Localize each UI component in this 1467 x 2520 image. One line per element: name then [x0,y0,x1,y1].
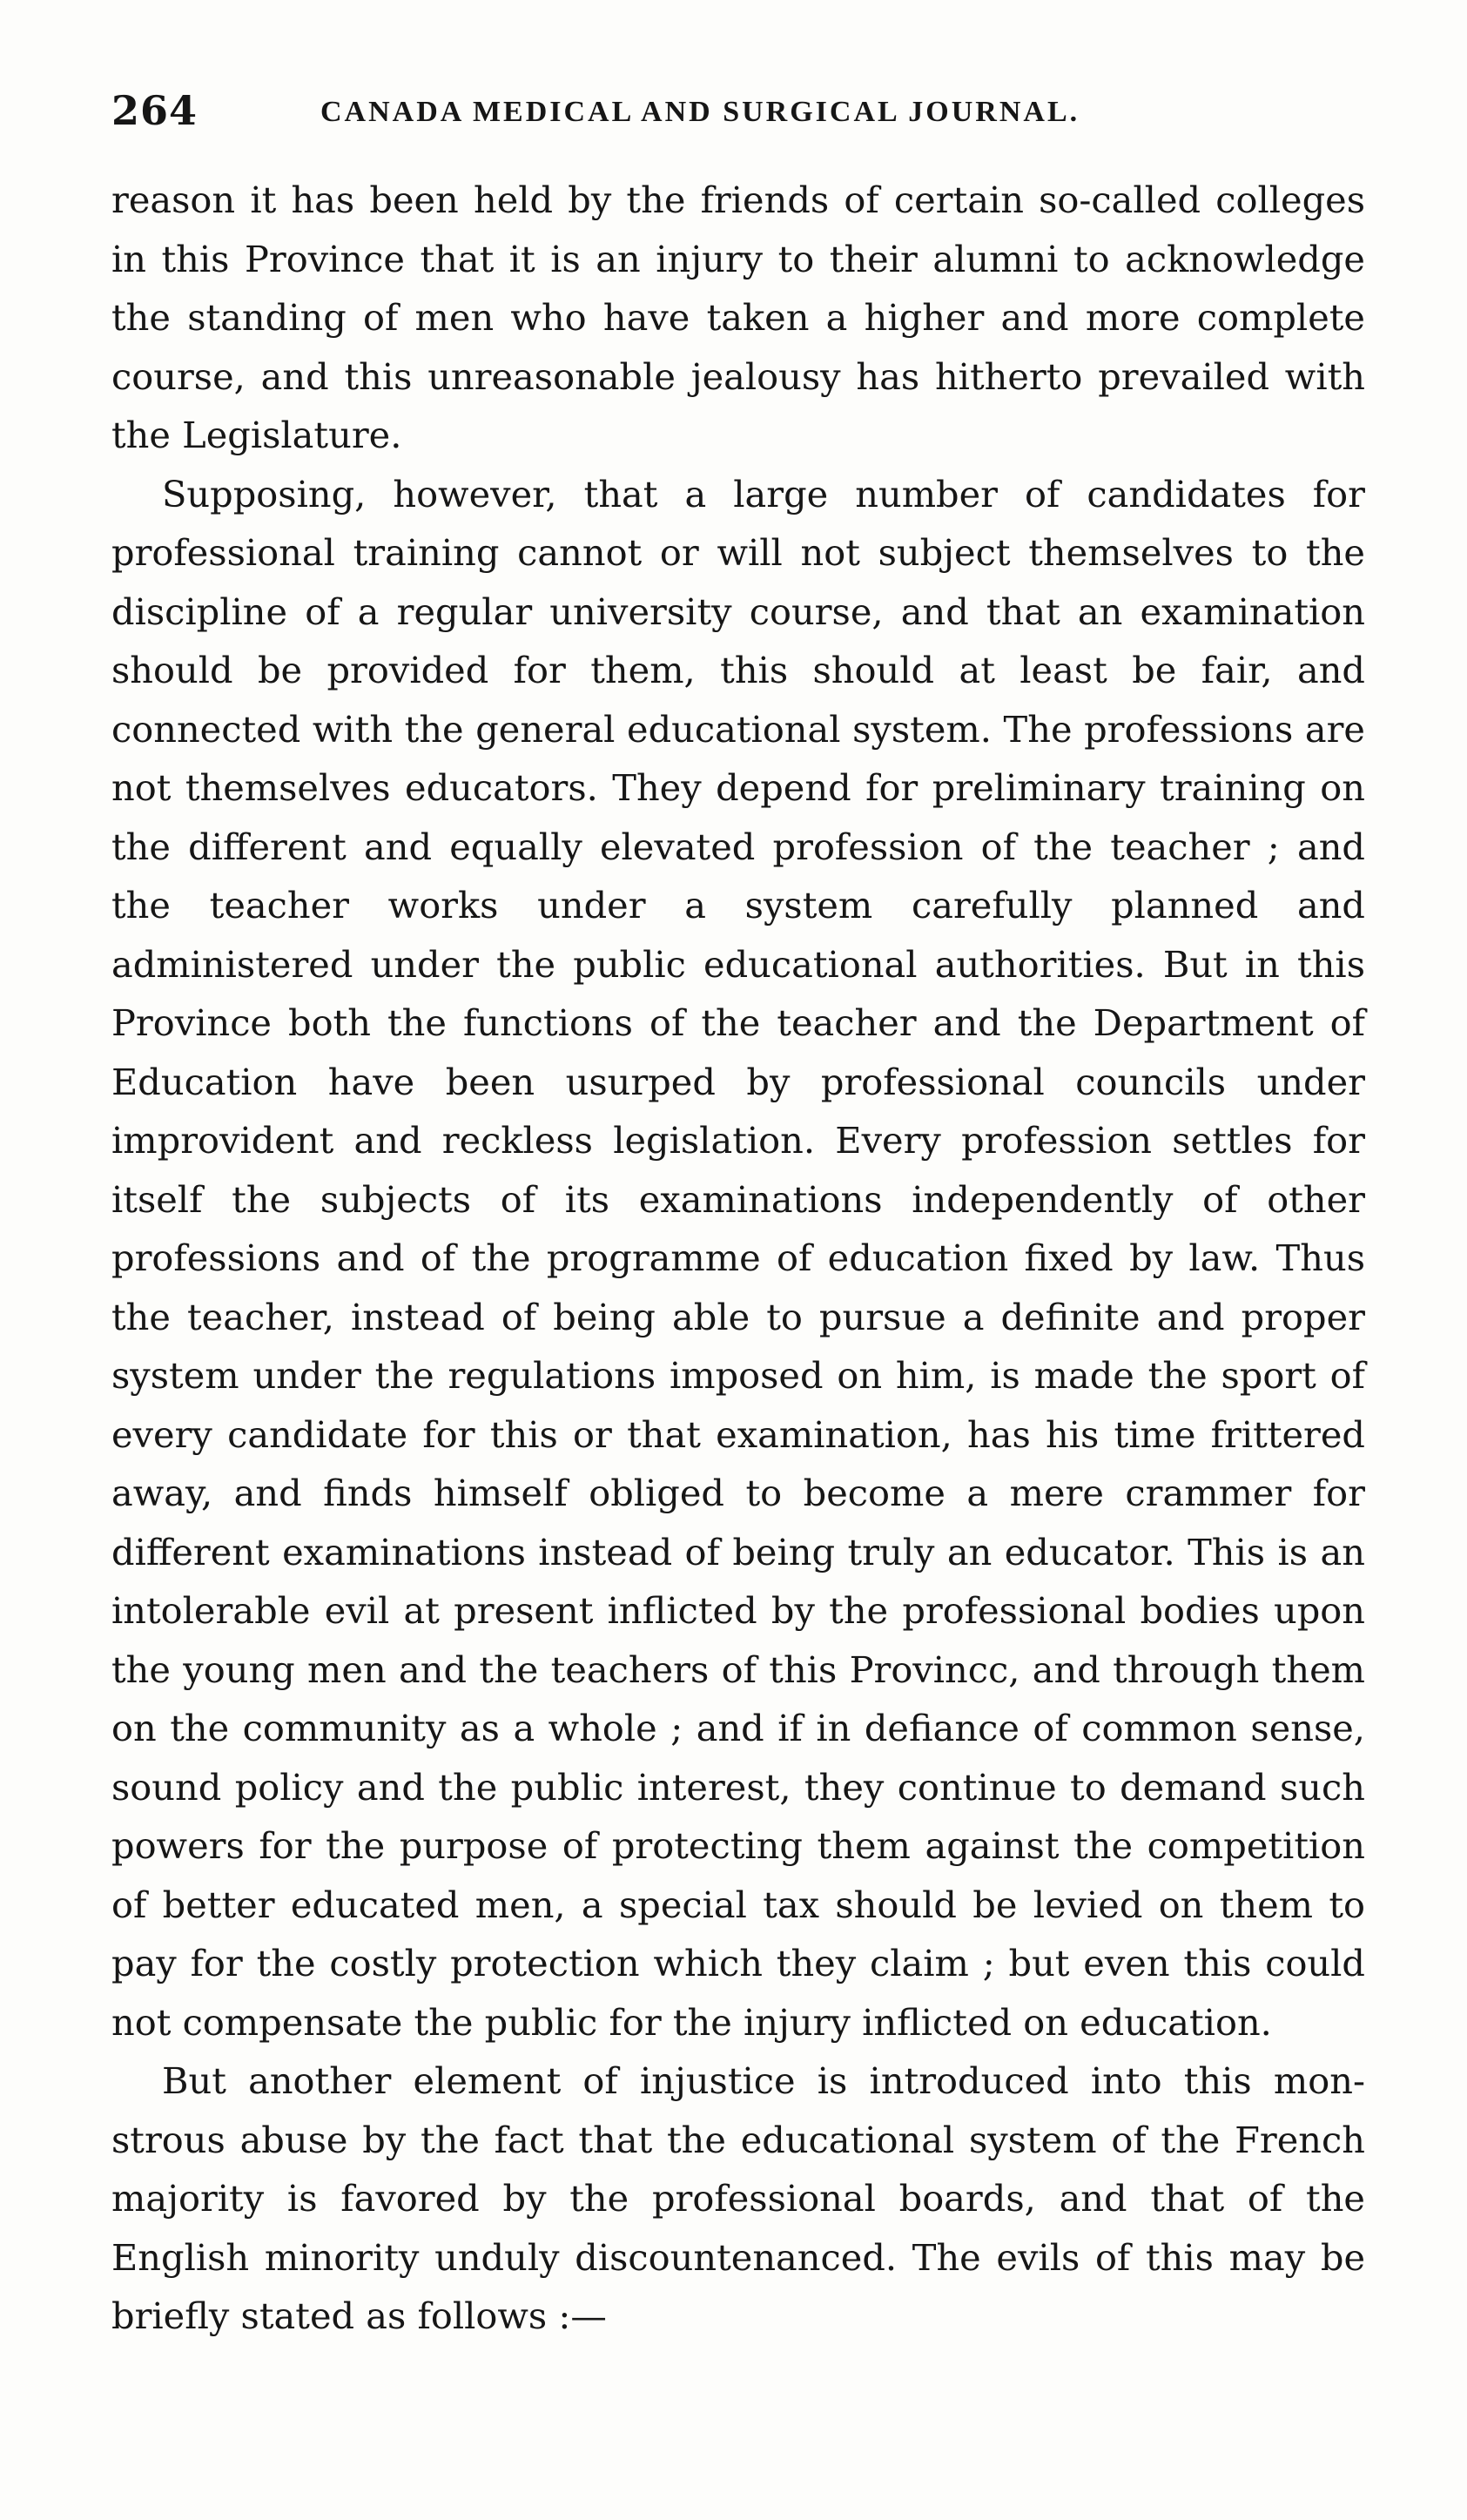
running-head [111,87,1365,148]
page-number: 264 [111,87,199,134]
paragraph-professional-examinations: Supposing, however, that a large number of candidates for professional training cannot or will not subject themselves to the discipline of a regular university course, and that an examination should be provided for them, this should at least be fair, and connected with the general educational system. The professions are not themselves educators. They depend for preliminary training on the different and equally elevated profession of the teacher ; and the teacher works under a system carefully planned and administered under the public educational authorities. But in this Province both the functions of the teacher and the Department of Education have been usurped by professional councils under improvident and reckless legislation. Every profession settles for itself the subjects of its examinations independently of other professions and of the programme of education fixed by law. Thus the teacher, instead of being able to pursue a definite and proper system under the regulations imposed on him, is made the sport of every candidate for this or that examination, has his time frittered away, and finds himself obliged to become a mere crammer for different examinations instead of being truly an educator. This is an intolerable evil at present inflicted by the professional bodies upon the young men and the teachers of this Provincc, and through them on the community as a whole ; and if in defiance of common sense, sound policy and the public interest, they continue to demand such powers for the purpose of protecting them against the competition of better educated men, a special tax should be levied on them to pay for the costly protection which they claim ; but even this could not compensate the public for the injury inflicted on education. [111,472,1365,2044]
paragraph-injustice: But another element of injustice is introduced into this monstrous abuse by the fact that the educational system of the French majority is favored by the professional boards, and that of the English minority unduly discountenanced. The evils of this may be briefly stated as follows :— [111,2059,1365,2337]
body-text [111,171,1365,2346]
journal-title: CANADA MEDICAL AND SURGICAL JOURNAL. [320,96,1080,128]
paragraph-continuation: reason it has been held by the friends of certain so-called colleges in this Province that it is an injury to their alumni to acknowledge the standing of men who have taken a higher and more complete course, and this unreasonable jealousy has hitherto prevailed with the Legislature. [111,179,1365,456]
